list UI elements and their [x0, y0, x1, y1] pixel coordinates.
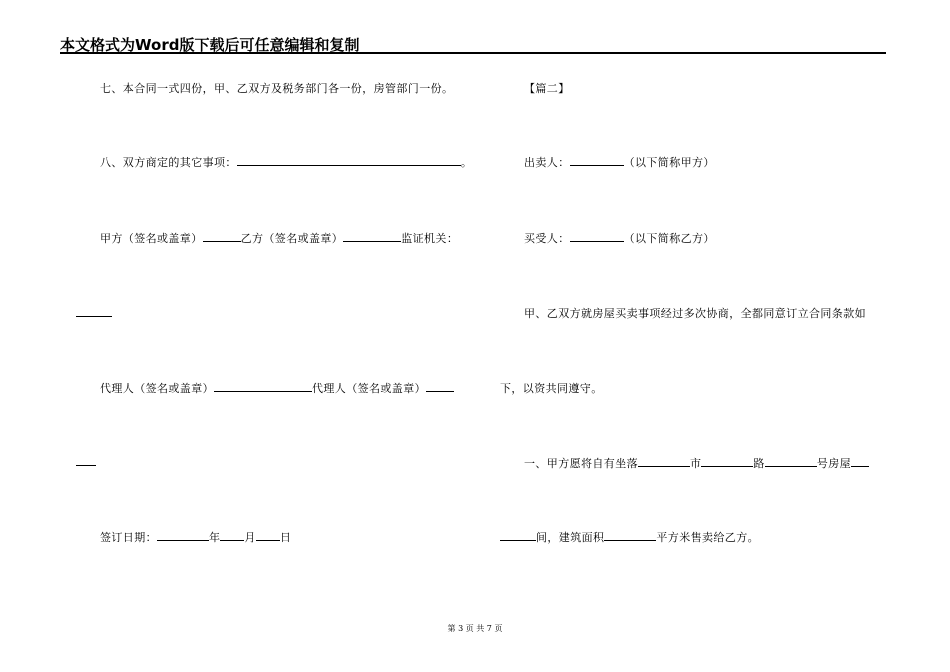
- seller-row: [524, 154, 715, 170]
- clause-one-label: 一、甲方愿将自有坐落: [524, 457, 638, 470]
- sale-statement: 平方米售卖给乙方。: [656, 531, 760, 544]
- party-b-signature-blank: [343, 231, 401, 242]
- agent-signature-row: [100, 380, 454, 396]
- year-blank: [157, 530, 209, 541]
- clause-seven: 七、本合同一式四份，甲、乙双方及税务部门各一份，房管部门一份。: [100, 82, 454, 95]
- clause-eight: [100, 154, 472, 170]
- seller-blank: [570, 155, 624, 166]
- supervising-authority-label: 监证机关：: [401, 232, 459, 245]
- clause-one-line2: [500, 529, 759, 545]
- signing-date-row: [100, 529, 291, 545]
- page-number: 第 3 页 共 7 页: [447, 624, 503, 633]
- other-matters-blank: [237, 155, 461, 166]
- party-a-signature-label: 甲方（签名或盖章）: [100, 232, 203, 245]
- buyer-label: 买受人：: [524, 232, 570, 245]
- seller-label: 出卖人：: [524, 156, 570, 169]
- buyer-alias: （以下简称乙方）: [623, 232, 715, 245]
- section-two-heading: 【篇二】: [524, 82, 570, 95]
- year-label: 年: [209, 531, 221, 544]
- party-b-signature-label: 乙方（签名或盖章）: [240, 232, 344, 245]
- agent-signature-continuation: [76, 455, 96, 469]
- document-header-title: 本文格式为Word版下载后可任意编辑和复制: [60, 36, 360, 54]
- city-blank: [638, 456, 690, 467]
- agreement-paragraph-line1: 甲、乙双方就房屋买卖事项经过多次协商，全都同意订立合同条款如: [524, 307, 866, 320]
- room-count-blank-cont: [500, 530, 536, 541]
- buyer-blank: [570, 231, 624, 242]
- house-number-label: 号房屋: [816, 457, 852, 470]
- agent-b-signature-label: 代理人（签名或盖章）: [312, 382, 426, 395]
- signature-row: [100, 230, 458, 246]
- agent-a-signature-label: 代理人（签名或盖章）: [100, 382, 214, 395]
- party-a-signature-blank: [203, 231, 241, 242]
- month-label: 月: [244, 531, 256, 544]
- clause-eight-label: 八、双方商定的其它事项：: [100, 156, 237, 169]
- day-blank: [256, 530, 280, 541]
- rooms-area-label: 间，建筑面积: [536, 531, 605, 544]
- buyer-row: [524, 230, 715, 246]
- area-blank: [604, 530, 656, 541]
- supervising-authority-continuation: [76, 306, 112, 320]
- agent-b-signature-blank: [426, 381, 454, 392]
- clause-eight-end: 。: [460, 156, 473, 169]
- road-blank: [701, 456, 753, 467]
- clause-one-line1: [524, 455, 869, 471]
- road-label: 路: [753, 457, 765, 470]
- month-blank: [220, 530, 244, 541]
- signing-date-label: 签订日期：: [100, 531, 157, 544]
- room-count-blank: [851, 456, 869, 467]
- agent-b-signature-blank-cont: [76, 455, 96, 466]
- day-label: 日: [279, 531, 292, 544]
- seller-alias: （以下简称甲方）: [623, 156, 715, 169]
- header-divider: [60, 52, 886, 54]
- city-label: 市: [690, 457, 702, 470]
- house-number-blank: [765, 456, 817, 467]
- supervising-authority-blank: [76, 306, 112, 317]
- agreement-paragraph-line2: 下，以资共同遵守。: [500, 382, 603, 395]
- agent-a-signature-blank: [214, 381, 312, 392]
